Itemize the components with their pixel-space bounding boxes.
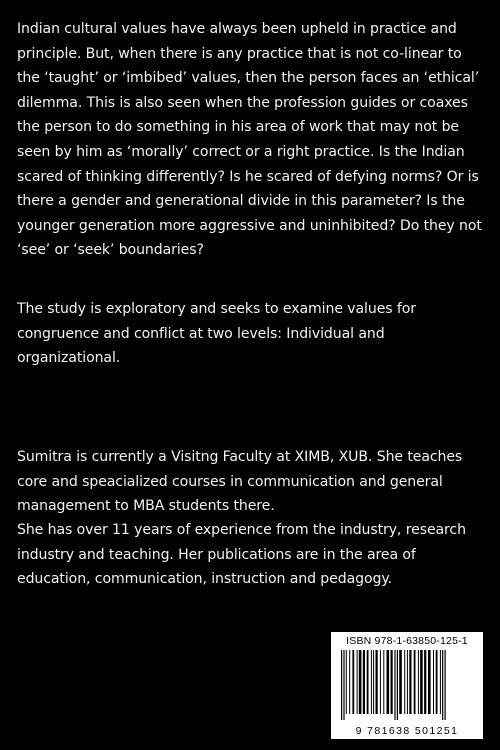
barcode-bar (407, 650, 408, 714)
barcode-bars (339, 650, 475, 722)
barcode-bar (359, 650, 362, 714)
author-bio-paragraph: Sumitra is currently a Visitng Faculty at XIMB, XUB. She teaches core and speacialized courses in communication and general management to MBA students there. (17, 449, 463, 515)
barcode-bar (367, 650, 369, 714)
barcode-bar (376, 650, 378, 714)
barcode-digits: 9 781638 501251 (355, 725, 459, 737)
barcode-bar (399, 650, 402, 714)
barcode-bar (343, 650, 344, 720)
barcode-bar (341, 650, 342, 720)
barcode-bar (352, 650, 354, 714)
author-experience-paragraph: She has over 11 years of experience from the industry, research industry and teaching. Her publications are in the area of education, communication, instruction and pedagogy. (17, 522, 466, 588)
barcode-bar (440, 650, 441, 714)
barcode-bar (436, 650, 438, 714)
barcode-bar (394, 650, 395, 720)
barcode-bar (363, 650, 365, 714)
barcode-bar (414, 650, 416, 714)
barcode-bar (409, 650, 411, 714)
barcode-bar (433, 650, 434, 714)
barcode-bar (442, 650, 443, 720)
barcode-bar (445, 650, 446, 720)
barcode-bar (380, 650, 381, 714)
study-summary-paragraph: The study is exploratory and seeks to examine values for congruence and conflict at two levels: Individual and organizational. (17, 301, 416, 367)
barcode-bar (404, 650, 405, 714)
barcode-bar (428, 650, 431, 714)
barcode-bar (391, 650, 393, 714)
barcode-bar (420, 650, 423, 714)
isbn-barcode (331, 632, 483, 739)
barcode-bar (373, 650, 374, 714)
barcode-bar (383, 650, 384, 714)
barcode-bar (371, 650, 372, 714)
barcode-bar (418, 650, 419, 714)
isbn-number: ISBN 978-1-63850-125-1 (346, 635, 468, 647)
description-paragraph: Indian cultural values have always been upheld in practice and principle. But, when there is any practice that is not co-linear to the ‘taught’ or ‘imbibed’ values, then the person faces an ‘ethical’ dilemma. This is also seen when the profession guides or coaxes the person to do something in his area of work that may not be seen by him as ‘morally’ correct or a right practice. Is the Indian scared of thinking differently? Is he scared of defying norms? Or is there a gender and generational divide in this parameter? Is the younger generation more aggressive and uninhibited? Do they not ‘see’ or ‘seek’ boundaries? (17, 21, 482, 259)
barcode-bar (424, 650, 426, 714)
barcode-bar (357, 650, 358, 714)
barcode-bar (387, 650, 390, 714)
barcode-bar (349, 650, 350, 714)
barcode-bar (397, 650, 398, 720)
barcode-bar (346, 650, 347, 714)
